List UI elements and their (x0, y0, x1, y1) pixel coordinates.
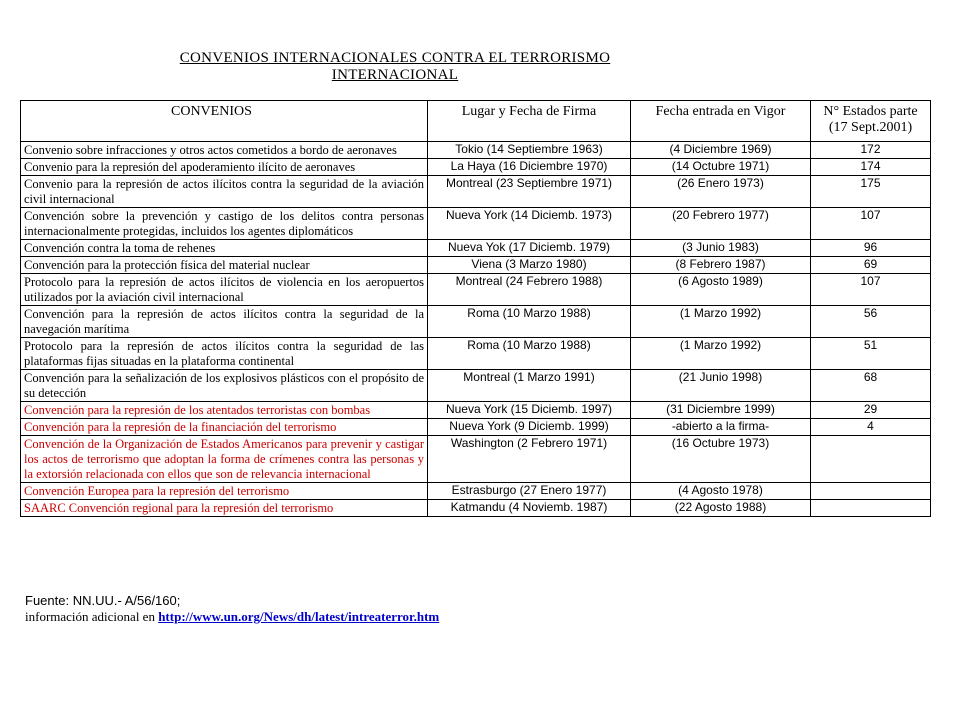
convention-name-cell: Convenio para la represión de actos ilícitos contra la seguridad de la aviación civil internacional (21, 176, 428, 208)
table-row (21, 483, 931, 500)
entry-into-force-cell: (1 Marzo 1992) (631, 306, 811, 338)
convention-name-cell: Convención para la represión de la financiación del terrorismo (21, 419, 428, 436)
states-parties-cell: 107 (811, 274, 931, 306)
conventions-table (20, 100, 931, 517)
additional-info-label: información adicional en (25, 609, 159, 624)
table-row (21, 176, 931, 208)
entry-into-force-cell: (21 Junio 1998) (631, 370, 811, 402)
states-parties-cell (811, 500, 931, 517)
states-parties-cell: 51 (811, 338, 931, 370)
title-line-2: INTERNACIONAL (331, 67, 459, 83)
entry-into-force-cell: (6 Agosto 1989) (631, 274, 811, 306)
states-parties-cell: 68 (811, 370, 931, 402)
signing-place-date-cell: Roma (10 Marzo 1988) (428, 306, 631, 338)
signing-place-date-cell: Roma (10 Marzo 1988) (428, 338, 631, 370)
signing-place-date-cell: La Haya (16 Diciembre 1970) (428, 159, 631, 176)
entry-into-force-cell: (26 Enero 1973) (631, 176, 811, 208)
table-row (21, 208, 931, 240)
convention-name-cell: Convención contra la toma de rehenes (21, 240, 428, 257)
states-parties-cell: 107 (811, 208, 931, 240)
states-parties-cell: 56 (811, 306, 931, 338)
convention-name-cell: Convenio para la represión del apoderamiento ilícito de aeronaves (21, 159, 428, 176)
states-parties-cell: 172 (811, 142, 931, 159)
signing-place-date-cell: Nueva York (15 Diciemb. 1997) (428, 402, 631, 419)
header-convenios: CONVENIOS (21, 101, 428, 142)
convention-name-cell: Convención para la represión de actos ilícitos contra la seguridad de la navegación marítima (21, 306, 428, 338)
signing-place-date-cell: Nueva Yok (17 Diciemb. 1979) (428, 240, 631, 257)
states-parties-cell: 69 (811, 257, 931, 274)
signing-place-date-cell: Tokio (14 Septiembre 1963) (428, 142, 631, 159)
convention-name-cell: Convenio sobre infracciones y otros actos cometidos a bordo de aeronaves (21, 142, 428, 159)
convention-name-cell: Convención sobre la prevención y castigo de los delitos contra personas internacionalmente protegidas, incluidos los agentes diplomáticos (21, 208, 428, 240)
signing-place-date-cell: Montreal (23 Septiembre 1971) (428, 176, 631, 208)
entry-into-force-cell: (4 Agosto 1978) (631, 483, 811, 500)
convention-name-cell: Convención para la protección física del material nuclear (21, 257, 428, 274)
table-body (21, 142, 931, 517)
table-row (21, 338, 931, 370)
entry-into-force-cell: (20 Febrero 1977) (631, 208, 811, 240)
additional-info (25, 609, 439, 625)
page-title (170, 50, 620, 84)
entry-into-force-cell: (1 Marzo 1992) (631, 338, 811, 370)
states-parties-cell: 96 (811, 240, 931, 257)
table-row (21, 274, 931, 306)
entry-into-force-cell: (22 Agosto 1988) (631, 500, 811, 517)
convention-name-cell: Protocolo para la represión de actos ilícitos de violencia en los aeropuertos utilizados por la aviación civil internacional (21, 274, 428, 306)
signing-place-date-cell: Katmandu (4 Noviemb. 1987) (428, 500, 631, 517)
entry-into-force-cell: (3 Junio 1983) (631, 240, 811, 257)
table-row (21, 500, 931, 517)
table-row (21, 436, 931, 483)
signing-place-date-cell: Estrasburgo (27 Enero 1977) (428, 483, 631, 500)
convention-name-cell: Convención Europea para la represión del terrorismo (21, 483, 428, 500)
table-header-row (21, 101, 931, 142)
convention-name-cell: SAARC Convención regional para la represión del terrorismo (21, 500, 428, 517)
convention-name-cell: Convención de la Organización de Estados Americanos para prevenir y castigar los actos de terrorismo que adoptan la forma de crímenes contra las personas y la extorsión relacionada con ellos que son de relevancia internacional (21, 436, 428, 483)
states-parties-cell: 29 (811, 402, 931, 419)
convention-name-cell: Convención para la represión de los atentados terroristas con bombas (21, 402, 428, 419)
signing-place-date-cell: Washington (2 Febrero 1971) (428, 436, 631, 483)
table-row (21, 257, 931, 274)
signing-place-date-cell: Nueva York (14 Diciemb. 1973) (428, 208, 631, 240)
title-line-1: CONVENIOS INTERNACIONALES CONTRA EL TERRORISMO (179, 50, 611, 66)
entry-into-force-cell: (14 Octubre 1971) (631, 159, 811, 176)
footer (25, 593, 439, 625)
states-parties-cell (811, 483, 931, 500)
states-parties-cell (811, 436, 931, 483)
entry-into-force-cell: (8 Febrero 1987) (631, 257, 811, 274)
signing-place-date-cell: Montreal (1 Marzo 1991) (428, 370, 631, 402)
entry-into-force-cell: (31 Diciembre 1999) (631, 402, 811, 419)
signing-place-date-cell: Montreal (24 Febrero 1988) (428, 274, 631, 306)
states-parties-cell: 175 (811, 176, 931, 208)
table-row (21, 142, 931, 159)
table-row (21, 402, 931, 419)
table-row (21, 159, 931, 176)
signing-place-date-cell: Nueva York (9 Diciemb. 1999) (428, 419, 631, 436)
header-lugar-fecha: Lugar y Fecha de Firma (428, 101, 631, 142)
source-link[interactable]: http://www.un.org/News/dh/latest/intreaterror.htm (158, 609, 440, 624)
table-row (21, 240, 931, 257)
entry-into-force-cell: -abierto a la firma- (631, 419, 811, 436)
entry-into-force-cell: (16 Octubre 1973) (631, 436, 811, 483)
signing-place-date-cell: Viena (3 Marzo 1980) (428, 257, 631, 274)
table-row (21, 306, 931, 338)
convention-name-cell: Protocolo para la represión de actos ilícitos contra la seguridad de las plataformas fijas situadas en la plataforma continental (21, 338, 428, 370)
entry-into-force-cell: (4 Diciembre 1969) (631, 142, 811, 159)
source-note: Fuente: NN.UU.- A/56/160; (25, 593, 181, 608)
states-parties-cell: 4 (811, 419, 931, 436)
states-parties-cell: 174 (811, 159, 931, 176)
table-row (21, 419, 931, 436)
table-row (21, 370, 931, 402)
header-estados-parte: N° Estados parte (17 Sept.2001) (811, 101, 931, 142)
convention-name-cell: Convención para la señalización de los explosivos plásticos con el propósito de su detección (21, 370, 428, 402)
header-fecha-vigor: Fecha entrada en Vigor (631, 101, 811, 142)
